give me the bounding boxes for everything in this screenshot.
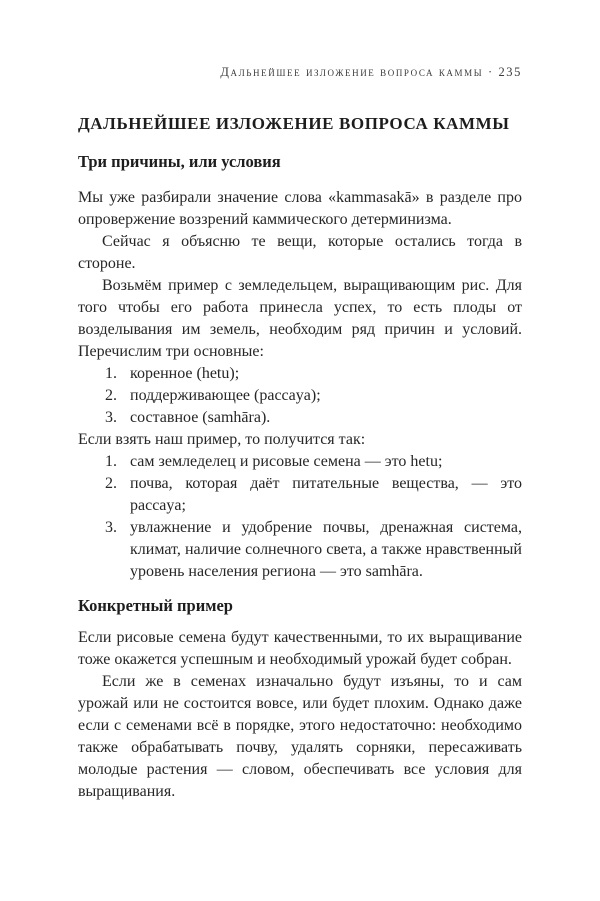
paragraph: Возьмём пример с земледельцем, выращивающим рис. Для того чтобы его работа принесла успех, то есть плоды от возделывания им земель, необходим ряд причин и условий. Перечислим три основные:	[78, 277, 522, 360]
list-item-text: поддерживающее (paccaya);	[130, 387, 321, 404]
list-item	[78, 407, 522, 429]
list-item-number: 3.	[105, 519, 117, 536]
list-item	[78, 473, 522, 517]
list-item-text: почва, которая даёт питательные вещества, — это paccaya;	[130, 475, 522, 514]
list-item-number: 3.	[105, 409, 117, 426]
list-item-text: составное (samhāra).	[130, 409, 271, 426]
paragraph: Мы уже разбирали значение слова «kammasakā» в разделе про опровержение воззрений каммического детерминизма.	[78, 189, 522, 228]
list-item-number: 1.	[105, 453, 117, 470]
list-item	[78, 517, 522, 583]
example-list	[78, 451, 522, 583]
list-item-number: 2.	[105, 387, 117, 404]
running-header	[78, 64, 522, 80]
list-item	[78, 385, 522, 407]
running-header-title: Дальнейшее изложение вопроса каммы	[220, 65, 484, 79]
list-item-number: 2.	[105, 475, 117, 492]
paragraph: Если взять наш пример, то получится так:	[78, 431, 366, 448]
page-title: ДАЛЬНЕЙШЕЕ ИЗЛОЖЕНИЕ ВОПРОСА КАММЫ	[78, 114, 510, 133]
list-item-text: коренное (hetu);	[130, 365, 240, 382]
list-item-text: увлажнение и удобрение почвы, дренажная система, климат, наличие солнечного света, а также нравственный уровень населения региона — это samhāra.	[130, 519, 522, 580]
list-item-text: сам земледелец и рисовые семена — это hetu;	[130, 453, 443, 470]
section-heading-concrete-example: Конкретный пример	[78, 596, 233, 615]
causes-list	[78, 363, 522, 429]
section-heading-three-causes: Три причины, или условия	[78, 152, 281, 171]
page-number: 235	[498, 65, 522, 79]
list-item	[78, 363, 522, 385]
list-item	[78, 451, 522, 473]
paragraph: Если же в семенах изначально будут изъяны, то и сам урожай или не состоится вовсе, или будет плохим. Однако даже если с семенами всё в порядке, этого недостаточно: необходимо также обрабатывать почву, удалять сорняки, пересаживать молодые растения — словом, обеспечивать все условия для выращивания.	[78, 673, 522, 800]
running-header-separator: ·	[487, 65, 494, 79]
paragraph: Сейчас я объясню те вещи, которые остались тогда в стороне.	[78, 233, 522, 272]
paragraph: Если рисовые семена будут качественными, то их выращивание тоже окажется успешным и необходимый урожай будет собран.	[78, 629, 522, 668]
list-item-number: 1.	[105, 365, 117, 382]
